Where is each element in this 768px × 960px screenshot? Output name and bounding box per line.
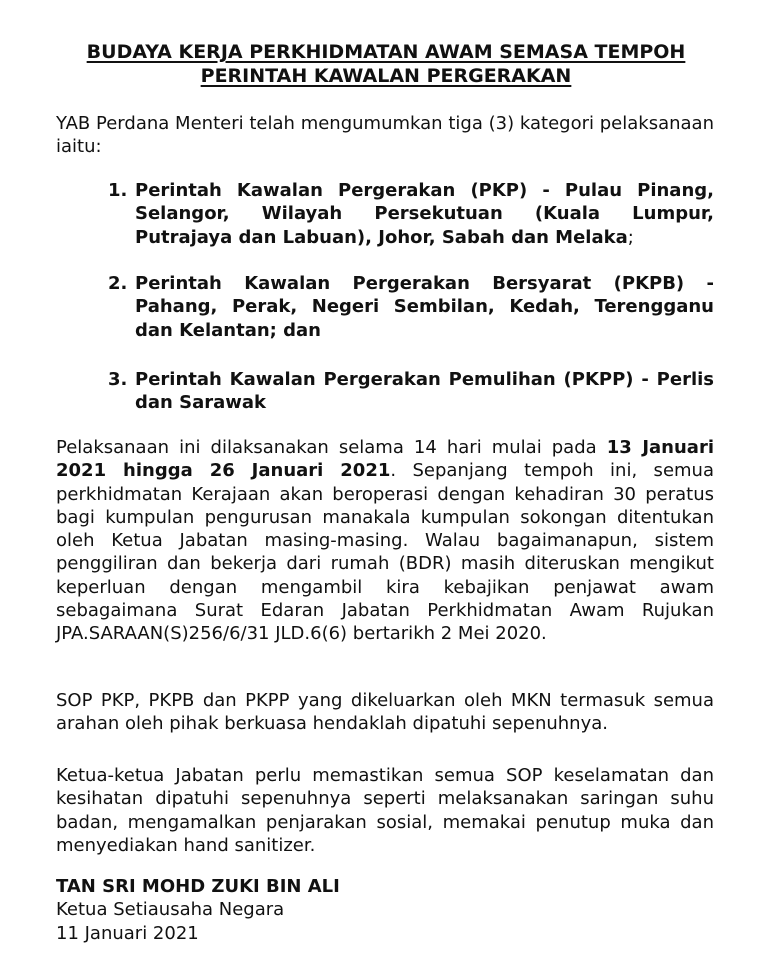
list-item-text: Perintah Kawalan Pergerakan Bersyarat (PKPB) - Pahang, Perak, Negeri Sembilan, Kedah, Terengganu dan Kelantan; dan bbox=[135, 273, 714, 341]
signatory-name: TAN SRI MOHD ZUKI BIN ALI bbox=[56, 876, 340, 897]
list-number: 1. bbox=[108, 180, 128, 201]
list-number: 3. bbox=[108, 369, 128, 390]
signature-date: 11 Januari 2021 bbox=[56, 922, 199, 944]
paragraph-text: Pelaksanaan ini dilaksanakan selama 14 hari mulai pada bbox=[56, 437, 607, 458]
list-item-text: Perintah Kawalan Pergerakan (PKP) - Pulau Pinang, Selangor, Wilayah Persekutuan (Kuala Lumpur, Putrajaya dan Labuan), Johor, Sabah dan Melaka bbox=[135, 180, 714, 248]
list-item-text: Perintah Kawalan Pergerakan Pemulihan (PKPP) - Perlis dan Sarawak bbox=[135, 369, 714, 414]
paragraph-text: . Sepanjang tempoh ini, semua perkhidmatan Kerajaan akan beroperasi dengan kehadiran 30 peratus bagi kumpulan pengurusan manakala kumpulan sokongan ditentukan oleh Ketua Jabatan masing-masing. Walau bagaimanapun, sistem penggiliran dan bekerja dari rumah (BDR) masih diteruskan mengikut keperluan dengan mengambil kira kebajikan penjawat awam sebagaimana Surat Edaran Jabatan Perkhidmatan Awam Rujukan JPA.SARAAN(S)256/6/31 JLD.6(6) bertarikh 2 Mei 2020. bbox=[56, 460, 714, 645]
intro-paragraph: YAB Perdana Menteri telah mengumumkan tiga (3) kategori pelaksanaan iaitu: bbox=[56, 113, 714, 158]
title-line-2: PERINTAH KAWALAN PERGERAKAN bbox=[200, 65, 572, 87]
signature-block bbox=[56, 875, 556, 945]
title-line-1: BUDAYA KERJA PERKHIDMATAN AWAM SEMASA TEMPOH bbox=[86, 41, 686, 63]
safety-paragraph: Ketua-ketua Jabatan perlu memastikan semua SOP keselamatan dan kesihatan dipatuhi sepenuhnya seperti melaksanakan saringan suhu badan, mengamalkan penjarakan sosial, memakai penutup muka dan menyediakan hand sanitizer. bbox=[56, 765, 714, 856]
list-item bbox=[108, 272, 714, 342]
implementation-paragraph bbox=[56, 436, 714, 646]
signatory-role: Ketua Setiausaha Negara bbox=[56, 899, 285, 921]
list-number: 2. bbox=[108, 273, 128, 294]
list-item-tail: ; bbox=[627, 226, 634, 248]
category-list-item-1 bbox=[108, 179, 714, 249]
sop-paragraph: SOP PKP, PKPB dan PKPP yang dikeluarkan oleh MKN termasuk semua arahan oleh pihak berkuasa hendaklah dipatuhi sepenuhnya. bbox=[56, 690, 714, 735]
list-item bbox=[108, 368, 714, 415]
list-item bbox=[108, 179, 714, 249]
category-list-item-2 bbox=[108, 272, 714, 342]
document-title bbox=[56, 40, 716, 88]
date-range-text: 13 Januari 2021 hingga 26 Januari 2021 bbox=[56, 437, 715, 482]
category-list-item-3 bbox=[108, 368, 714, 415]
